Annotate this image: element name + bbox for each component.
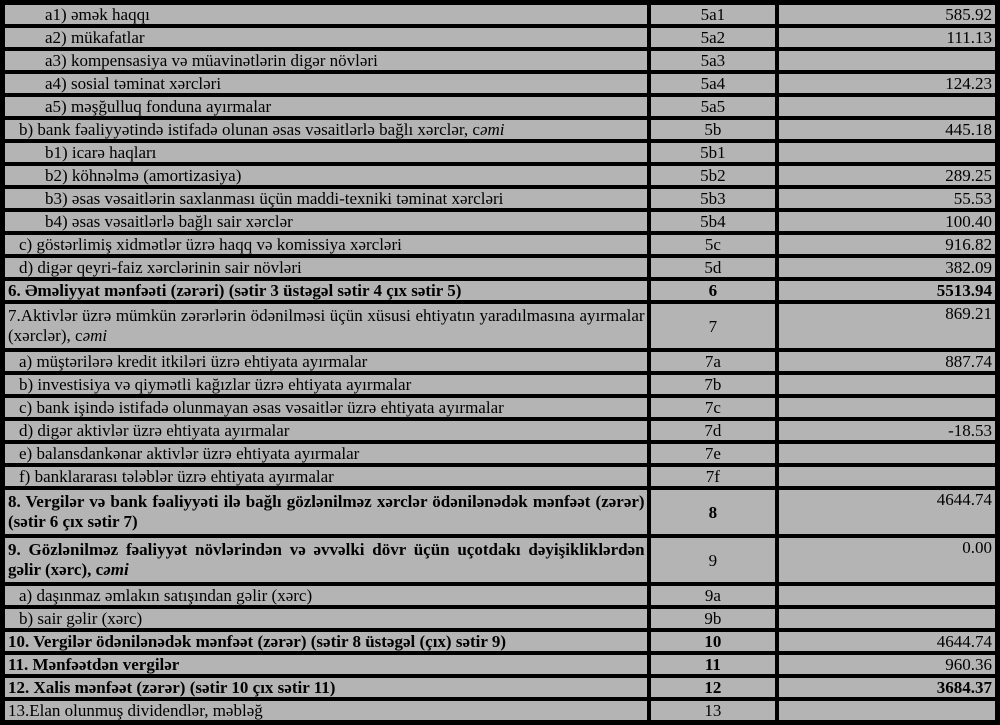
row-code: 5a5 [650,96,777,117]
table-row [4,443,996,464]
row-amount [778,96,996,117]
row-amount: 124.23 [778,73,996,94]
row-indicator-cell [4,96,648,117]
row-indicator-text: e) balansdankənar aktivlər üzrə ehtiyata ayırmalar [19,444,360,463]
table-row [4,50,996,71]
row-amount [778,585,996,606]
table-row [4,165,996,186]
row-amount: 4644.74 [778,631,996,652]
table-row [4,489,996,535]
row-indicator-cell [4,50,648,71]
row-indicator-text: d) digər aktivlər üzrə ehtiyata ayırmalar [19,421,290,440]
table-row [4,211,996,232]
row-code: 5a4 [650,73,777,94]
row-code: 5b1 [650,142,777,163]
row-amount: 0.00 [778,537,996,583]
row-amount: 960.36 [778,654,996,675]
table-row [4,654,996,675]
row-indicator-cell [4,443,648,464]
row-indicator-text: b) investisiya və qiymətli kağızlar üzrə ehtiyata ayırmalar [19,375,412,394]
row-code: 10 [650,631,777,652]
row-indicator-cell [4,4,648,25]
row-code: 7f [650,466,777,487]
row-amount: 111.13 [778,27,996,48]
table-row [4,142,996,163]
table-row [4,585,996,606]
row-indicator-italic-suffix: əmi [82,326,108,345]
row-code: 7c [650,397,777,418]
row-indicator-text: a3) kompensasiya və müavinətlərin digər növləri [45,51,378,70]
row-code: 5a3 [650,50,777,71]
table-row [4,420,996,441]
row-indicator-cell [4,234,648,255]
row-amount: 916.82 [778,234,996,255]
row-indicator-text: c) bank işində istifadə olunmayan əsas vəsaitlər üzrə ehtiyata ayırmalar [19,398,504,417]
row-indicator-text: b4) əsas vəsaitlərlə bağlı sair xərclər [45,212,293,231]
table-row [4,27,996,48]
row-indicator-cell [4,466,648,487]
row-indicator-text: 12. Xalis mənfəət (zərər) (sətir 10 çıx sətir 11) [8,678,336,697]
row-code: 7d [650,420,777,441]
table-row [4,4,996,25]
row-indicator-cell [4,165,648,186]
row-amount: 100.40 [778,211,996,232]
row-amount: 382.09 [778,257,996,278]
row-indicator-text: a2) mükafatlar [45,28,145,47]
row-code: 5b3 [650,188,777,209]
row-indicator-cell [4,537,648,583]
row-code: 5c [650,234,777,255]
row-indicator-text: 10. Vergilər ödənilənədək mənfəət (zərər) (sətir 8 üstəgəl (çıx) sətir 9) [8,632,507,651]
table-row [4,608,996,629]
row-code: 7b [650,374,777,395]
row-code: 5b [650,119,777,140]
report-table-body [4,4,996,721]
row-amount: 289.25 [778,165,996,186]
row-indicator-cell [4,374,648,395]
row-indicator-text: a1) əmək haqqı [45,5,150,24]
row-amount: 585.92 [778,4,996,25]
row-indicator-cell [4,257,648,278]
table-row [4,631,996,652]
row-amount: -18.53 [778,420,996,441]
row-indicator-cell [4,142,648,163]
table-row [4,397,996,418]
row-code: 13 [650,700,777,721]
table-row [4,280,996,301]
row-indicator-cell [4,188,648,209]
row-code: 11 [650,654,777,675]
table-row [4,234,996,255]
row-amount: 869.21 [778,303,996,349]
row-code: 5b2 [650,165,777,186]
row-indicator-cell [4,608,648,629]
row-indicator-cell [4,585,648,606]
row-amount [778,700,996,721]
row-amount: 55.53 [778,188,996,209]
row-amount [778,50,996,71]
row-amount: 4644.74 [778,489,996,535]
row-code: 5a2 [650,27,777,48]
row-indicator-text: a) müştərilərə kredit itkiləri üzrə ehtiyata ayırmalar [19,352,368,371]
row-code: 9 [650,537,777,583]
row-indicator-cell [4,489,648,535]
table-row [4,188,996,209]
table-row [4,73,996,94]
row-amount [778,443,996,464]
row-amount [778,466,996,487]
row-indicator-cell [4,677,648,698]
row-indicator-text: 7.Aktivlər üzrə mümkün zərərlərin ödənilməsi üçün xüsusi ehtiyatın yaradılmasına ayırmalar (xərclər), c [8,306,645,345]
row-indicator-text: b2) köhnəlmə (amortizasiya) [45,166,242,185]
row-indicator-cell [4,27,648,48]
row-indicator-cell [4,119,648,140]
row-indicator-text: 8. Vergilər və bank fəaliyyəti ilə bağlı gözlənilməz xərclər ödənilənədək mənfəət (zərər) (sətir 6 çıx sətir 7) [8,492,645,531]
row-indicator-text: a4) sosial təminat xərcləri [45,74,222,93]
row-indicator-text: a5) məşğulluq fonduna ayırmalar [45,97,272,116]
row-code: 7 [650,303,777,349]
row-indicator-cell [4,700,648,721]
row-code: 8 [650,489,777,535]
row-amount: 445.18 [778,119,996,140]
row-amount: 3684.37 [778,677,996,698]
row-indicator-text: b3) əsas vəsaitlərin saxlanması üçün maddi-texniki təminat xərcləri [45,189,504,208]
row-indicator-text: a) daşınmaz əmlakın satışından gəlir (xərc) [19,586,313,605]
row-code: 5b4 [650,211,777,232]
row-amount: 887.74 [778,351,996,372]
row-code: 5d [650,257,777,278]
row-indicator-cell [4,73,648,94]
row-indicator-text: f) banklararası tələblər üzrə ehtiyata ayırmalar [19,467,334,486]
row-amount [778,142,996,163]
table-row [4,374,996,395]
row-amount: 5513.94 [778,280,996,301]
row-indicator-text: 6. Əməliyyat mənfəəti (zərəri) (sətir 3 üstəgəl sətir 4 çıx sətir 5) [8,281,462,300]
row-indicator-text: b1) icarə haqları [45,143,157,162]
row-indicator-cell [4,280,648,301]
row-indicator-cell [4,420,648,441]
row-code: 9a [650,585,777,606]
row-indicator-text: b) sair gəlir (xərc) [19,609,143,628]
row-indicator-text: 11. Mənfəətdən vergilər [8,655,180,674]
row-code: 7a [650,351,777,372]
row-indicator-text: c) göstərlimiş xidmətlər üzrə haqq və komissiya xərcləri [19,235,402,254]
row-code: 7e [650,443,777,464]
row-indicator-italic-suffix: əmi [479,120,505,139]
row-indicator-cell [4,654,648,675]
row-amount [778,608,996,629]
row-indicator-text: b) bank fəaliyyətində istifadə olunan əsas vəsaitlərlə bağlı xərclər, c [19,120,480,139]
table-row [4,303,996,349]
row-code: 9b [650,608,777,629]
row-indicator-cell [4,303,648,349]
table-row [4,700,996,721]
table-row [4,677,996,698]
table-row [4,466,996,487]
row-indicator-cell [4,397,648,418]
table-row [4,96,996,117]
table-row [4,351,996,372]
table-row [4,537,996,583]
table-row [4,257,996,278]
row-indicator-cell [4,211,648,232]
row-indicator-italic-suffix: əmi [103,560,129,579]
table-row [4,119,996,140]
row-indicator-cell [4,351,648,372]
row-indicator-text: d) digər qeyri-faiz xərclərinin sair növləri [19,258,302,277]
row-code: 5a1 [650,4,777,25]
row-indicator-text: 9. Gözlənilməz fəaliyyət növlərindən və əvvəlki dövr üçün uçotdakı dəyişikliklərdən gəlir (xərc), c [8,540,645,579]
row-amount [778,374,996,395]
row-amount [778,397,996,418]
row-indicator-cell [4,631,648,652]
row-indicator-text: 13.Elan olunmuş dividendlər, məbləğ [8,701,263,720]
row-code: 6 [650,280,777,301]
row-code: 12 [650,677,777,698]
